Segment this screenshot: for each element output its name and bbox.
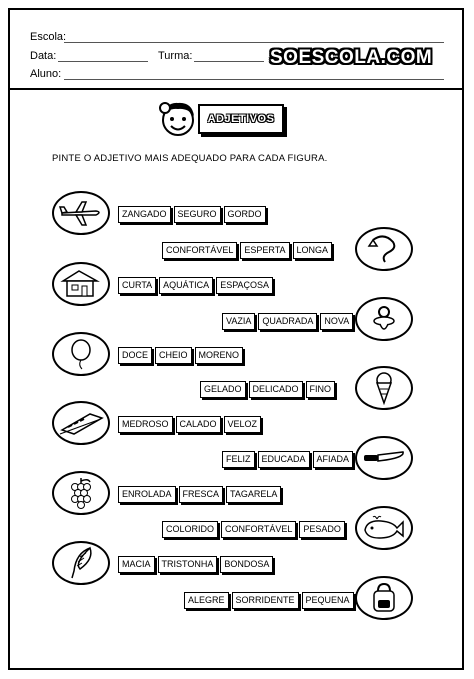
airplane-image (52, 191, 110, 235)
word-option[interactable]: CHEIO (155, 347, 192, 364)
grapes-icon (66, 476, 96, 510)
title-box (198, 104, 284, 134)
ribbon-image (355, 227, 413, 271)
word-option[interactable]: MEDROSO (118, 416, 173, 433)
house-image (52, 262, 110, 306)
girl-mascot-icon (156, 96, 202, 142)
house-icon (59, 269, 103, 299)
airplane-icon (58, 199, 104, 227)
word-option[interactable]: PESADO (299, 521, 345, 538)
word-option[interactable]: AQUÁTICA (159, 277, 213, 294)
word-option[interactable]: FRESCA (179, 486, 224, 503)
word-option[interactable]: BONDOSA (220, 556, 273, 573)
word-option[interactable]: PEQUENA (302, 592, 354, 609)
word-option[interactable]: COLORIDO (162, 521, 218, 538)
whale-image (355, 506, 413, 550)
ribbon-icon (367, 234, 401, 264)
word-option[interactable]: DELICADO (249, 381, 303, 398)
word-option[interactable]: CONFORTÁVEL (221, 521, 296, 538)
date-field[interactable] (58, 61, 148, 62)
word-option[interactable]: NOVA (320, 313, 353, 330)
balloon-icon (66, 338, 96, 370)
balloon-image (52, 332, 110, 376)
word-option[interactable]: ESPERTA (240, 242, 289, 259)
feather-icon (66, 545, 96, 581)
word-row-10 (162, 521, 345, 538)
student-field[interactable] (64, 79, 444, 80)
student-label: Aluno: (30, 68, 62, 80)
word-option[interactable]: GORDO (224, 206, 266, 223)
word-option[interactable]: QUADRADA (258, 313, 317, 330)
word-row-4 (222, 313, 353, 330)
word-row-5 (118, 347, 243, 364)
date-label: Data: (30, 50, 57, 62)
word-option[interactable]: CONFORTÁVEL (162, 242, 237, 259)
word-option[interactable]: AFIADA (313, 451, 354, 468)
knife-image (355, 436, 413, 480)
word-option[interactable]: CURTA (118, 277, 156, 294)
word-option[interactable]: ALEGRE (184, 592, 229, 609)
page-title: ADJETIVOS (207, 113, 275, 125)
word-option[interactable]: EDUCADA (258, 451, 310, 468)
word-option[interactable]: FELIZ (222, 451, 255, 468)
site-logo: SOESCOLA.COM (270, 47, 433, 68)
word-option[interactable]: CALADO (176, 416, 221, 433)
word-row-9 (118, 486, 281, 503)
backpack-icon (368, 582, 400, 614)
word-option[interactable]: VAZIA (222, 313, 255, 330)
whale-icon (361, 514, 407, 542)
word-option[interactable]: FINO (306, 381, 336, 398)
word-option[interactable]: ESPAÇOSA (216, 277, 273, 294)
word-option[interactable]: VELOZ (224, 416, 262, 433)
word-row-2 (162, 242, 332, 259)
word-option[interactable]: SORRIDENTE (232, 592, 299, 609)
word-option[interactable]: ENROLADA (118, 486, 176, 503)
pacifier-image (355, 297, 413, 341)
ice-cream-image (355, 366, 413, 410)
school-label: Escola: (30, 31, 67, 43)
word-option[interactable]: ZANGADO (118, 206, 171, 223)
train-image (52, 401, 110, 445)
word-option[interactable]: GELADO (200, 381, 246, 398)
train-icon (58, 408, 104, 438)
word-row-8 (222, 451, 353, 468)
class-label: Turma: (158, 50, 193, 62)
school-field[interactable] (64, 42, 444, 43)
word-row-1 (118, 206, 266, 223)
word-option[interactable]: LONGA (293, 242, 333, 259)
header-divider (10, 88, 462, 90)
word-option[interactable]: SEGURO (174, 206, 221, 223)
word-row-12 (184, 592, 354, 609)
word-option[interactable]: TAGARELA (226, 486, 281, 503)
word-option[interactable]: MORENO (195, 347, 244, 364)
ice-cream-icon (372, 371, 396, 405)
backpack-image (355, 576, 413, 620)
word-option[interactable]: MACIA (118, 556, 155, 573)
class-field[interactable] (194, 61, 264, 62)
feather-image (52, 541, 110, 585)
knife-icon (361, 446, 407, 470)
instruction-text: PINTE O ADJETIVO MAIS ADEQUADO PARA CADA FIGURA. (52, 153, 328, 164)
pacifier-icon (369, 304, 399, 334)
word-row-6 (200, 381, 335, 398)
grapes-image (52, 471, 110, 515)
word-option[interactable]: DOCE (118, 347, 152, 364)
word-row-3 (118, 277, 273, 294)
word-option[interactable]: TRISTONHA (158, 556, 218, 573)
word-row-7 (118, 416, 261, 433)
word-row-11 (118, 556, 273, 573)
